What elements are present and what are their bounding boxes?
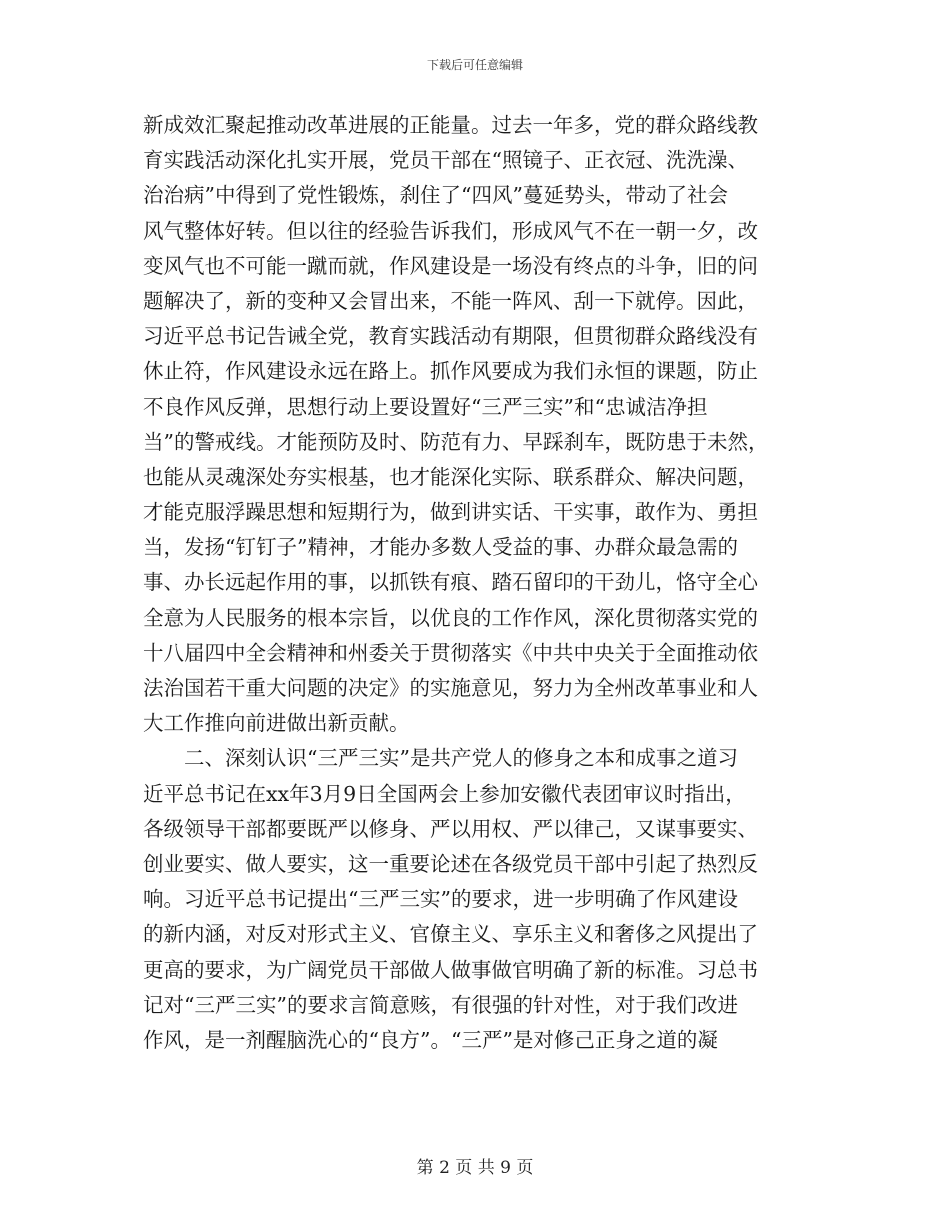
text-line: 十八届四中全会精神和州委关于贯彻落实《中共中央关于全面推动依 [143, 640, 758, 665]
text-line: 全意为人民服务的根本宗旨，以优良的工作作风，深化贯彻落实党的 [143, 605, 758, 630]
page-header: 下载后可任意编辑 [426, 58, 523, 72]
text-line: 法治国若干重大问题的决定》的实施意见，努力为全州改革事业和人 [143, 676, 758, 700]
text-line: 治治病”中得到了党性锻炼，刹住了“四风”蔓延势头，带动了社会 [143, 183, 728, 208]
text-line: 二、深刻认识“三严三实”是共产党人的修身之本和成事之道习 [184, 746, 738, 771]
text-line: 近平总书记在xx年3月9日全国两会上参加安徽代表团审议时指出， [143, 781, 746, 806]
text-line: 响。习近平总书记提出“三严三实”的要求，进一步明确了作风建设 [143, 887, 738, 912]
text-line: 风气整体好转。但以往的经验告诉我们，形成风气不在一朝一夕，改 [143, 218, 758, 243]
text-line: 变风气也不可能一蹴而就，作风建设是一场没有终点的斗争，旧的问 [143, 253, 758, 278]
text-line: 育实践活动深化扎实开展，党员干部在“照镜子、正衣冠、洗洗澡、 [143, 148, 748, 173]
text-line: 作风，是一剂醒脑洗心的“良方”。“三严”是对修己正身之道的凝 [143, 1027, 718, 1052]
text-line: 当，发扬“钉钉子”精神，才能办多数人受益的事、办群众最急需的 [143, 535, 738, 560]
text-line: 的新内涵，对反对形式主义、官僚主义、享乐主义和奢侈之风提出了 [143, 922, 758, 947]
text-line: 各级领导干部都要既严以修身、严以用权、严以律己，又谋事要实、 [143, 816, 758, 841]
text-line: 题解决了，新的变种又会冒出来，不能一阵风、刮一下就停。因此， [143, 288, 758, 313]
text-line: 才能克服浮躁思想和短期行为，做到讲实话、干实事，敢作为、勇担 [143, 500, 758, 525]
page-footer: 第 2 页 共 9 页 [416, 1158, 534, 1178]
text-line: 也能从灵魂深处夯实根基，也才能深化实际、联系群众、解决问题， [143, 464, 758, 489]
text-line: 习近平总书记告诫全党，教育实践活动有期限，但贯彻群众路线没有 [143, 324, 758, 349]
text-line: 更高的要求，为广阔党员干部做人做事做官明确了新的标准。习总书 [143, 957, 758, 982]
text-line: 大工作推向前进做出新贡献。 [143, 711, 410, 736]
text-line: 创业要实、做人要实，这一重要论述在各级党员干部中引起了热烈反 [143, 851, 758, 876]
text-line: 记对“三严三实”的要求言简意赅，有很强的针对性，对于我们改进 [143, 992, 738, 1017]
text-line: 事、办长远起作用的事，以抓铁有痕、踏石留印的干劲儿，恪守全心 [143, 570, 758, 595]
text-line: 新成效汇聚起推动改革进展的正能量。过去一年多，党的群众路线教 [143, 113, 758, 137]
text-line: 不良作风反弹，思想行动上要设置好“三严三实”和“忠诚洁净担 [143, 394, 708, 419]
document-body [143, 108, 813, 1058]
text-line: 当”的警戒线。才能预防及时、防范有力、早踩刹车，既防患于未然， [143, 429, 769, 454]
text-line: 休止符，作风建设永远在路上。抓作风要成为我们永恒的课题，防止 [143, 359, 758, 384]
